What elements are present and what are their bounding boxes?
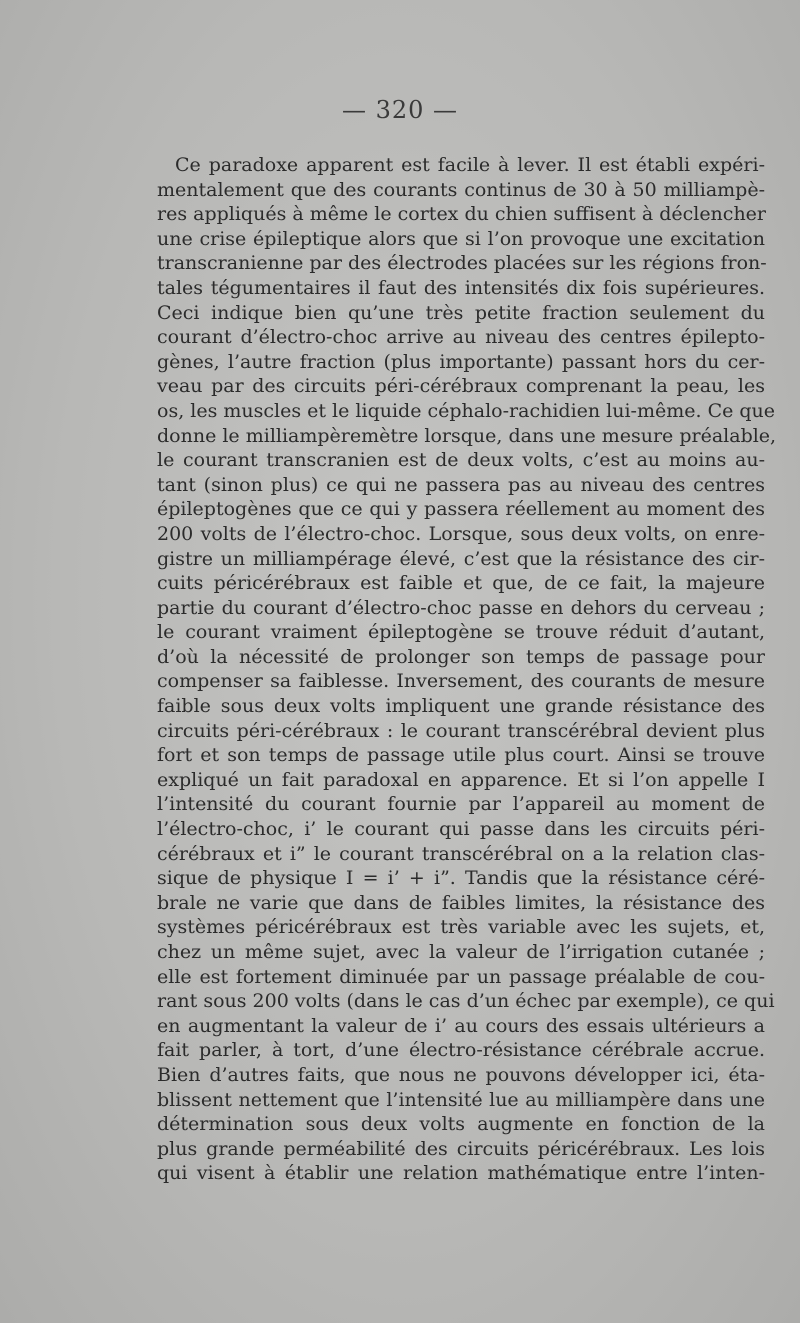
text-line: plus grande perméabilité des circuits péricérébraux. Les lois [157, 1137, 765, 1160]
text-line: partie du courant d’électro-choc passe en dehors du cerveau ; [157, 596, 765, 619]
text-line: blissent nettement que l’intensité lue au milliampère dans une [157, 1088, 765, 1111]
text-line: le courant vraiment épileptogène se trouve réduit d’autant, [157, 621, 765, 644]
text-line: brale ne varie que dans de faibles limites, la résistance des [157, 891, 765, 914]
text-line: rant sous 200 volts (dans le cas d’un échec par exemple), ce qui [157, 990, 775, 1013]
text-line: mentalement que des courants continus de 30 à 50 milliampè- [157, 178, 765, 201]
text-line: chez un même sujet, avec la valeur de l’irrigation cutanée ; [157, 941, 765, 963]
body-paragraph [157, 153, 777, 1186]
text-line: en augmentant la valeur de i’ au cours des essais ultérieurs a [157, 1014, 765, 1037]
text-line: d’où la nécessité de prolonger son temps de passage pour [157, 645, 765, 668]
text-line: le courant transcranien est de deux volts, c’est au moins au- [157, 449, 765, 472]
text-line: cérébraux et i” le courant transcérébral on a la relation clas- [157, 842, 765, 865]
text-line: fort et son temps de passage utile plus court. Ainsi se trouve [157, 744, 765, 767]
text-line: gènes, l’autre fraction (plus importante) passant hors du cer- [157, 350, 765, 373]
text-line: tant (sinon plus) ce qui ne passera pas au niveau des centres [157, 473, 765, 496]
text-line: os, les muscles et le liquide céphalo-rachidien lui-même. Ce que [157, 399, 776, 422]
text-line: Bien d’autres faits, que nous ne pouvons développer ici, éta- [157, 1063, 765, 1086]
text-line: compenser sa faiblesse. Inversement, des courants de mesure [157, 670, 765, 693]
text-line: sique de physique I = i’ + i”. Tandis que la résistance céré- [157, 867, 765, 890]
text-line: 200 volts de l’électro-choc. Lorsque, sous deux volts, on enre- [157, 522, 765, 545]
text-line: gistre un milliampérage élevé, c’est que la résistance des cir- [157, 547, 765, 570]
text-line: qui visent à établir une relation mathématique entre l’inten- [157, 1162, 765, 1185]
text-line: fait parler, à tort, d’une électro-résistance cérébrale accrue. [157, 1039, 765, 1062]
text-line: res appliqués à même le cortex du chien suffisent à déclencher [157, 203, 767, 226]
text-line: expliqué un fait paradoxal en apparence. Et si l’on appelle I [157, 768, 765, 791]
text-line: circuits péri-cérébraux : le courant transcérébral devient plus [157, 719, 765, 742]
text-line: courant d’électro-choc arrive au niveau des centres épilepto- [157, 326, 765, 349]
text-line: détermination sous deux volts augmente en fonction de la [157, 1113, 765, 1136]
text-line: Ceci indique bien qu’une très petite fraction seulement du [157, 301, 765, 324]
text-line: épileptogènes que ce qui y passera réellement au moment des [157, 498, 765, 521]
text-line: faible sous deux volts impliquent une grande résistance des [157, 695, 765, 718]
text-line: une crise épileptique alors que si l’on provoque une excitation [157, 227, 765, 250]
text-line: tales tégumentaires il faut des intensités dix fois supérieures. [157, 276, 765, 299]
text-line: elle est fortement diminuée par un passage préalable de cou- [157, 965, 765, 988]
text-line: Ce paradoxe apparent est facile à lever. Il est établi expéri- [175, 154, 765, 176]
page-number: — 320 — [341, 96, 459, 124]
text-line: systèmes péricérébraux est très variable avec les sujets, et, [157, 916, 765, 939]
text-line: transcranienne par des électrodes placées sur les régions fron- [157, 252, 767, 275]
text-line: cuits péricérébraux est faible et que, de ce fait, la majeure [157, 572, 765, 595]
text-line: l’intensité du courant fournie par l’appareil au moment de [157, 793, 765, 816]
text-line: donne le milliampèremètre lorsque, dans une mesure préalable, [157, 424, 777, 447]
text-line: l’électro-choc, i’ le courant qui passe dans les circuits péri- [157, 818, 765, 841]
text-line: veau par des circuits péri-cérébraux comprenant la peau, les [157, 375, 765, 398]
